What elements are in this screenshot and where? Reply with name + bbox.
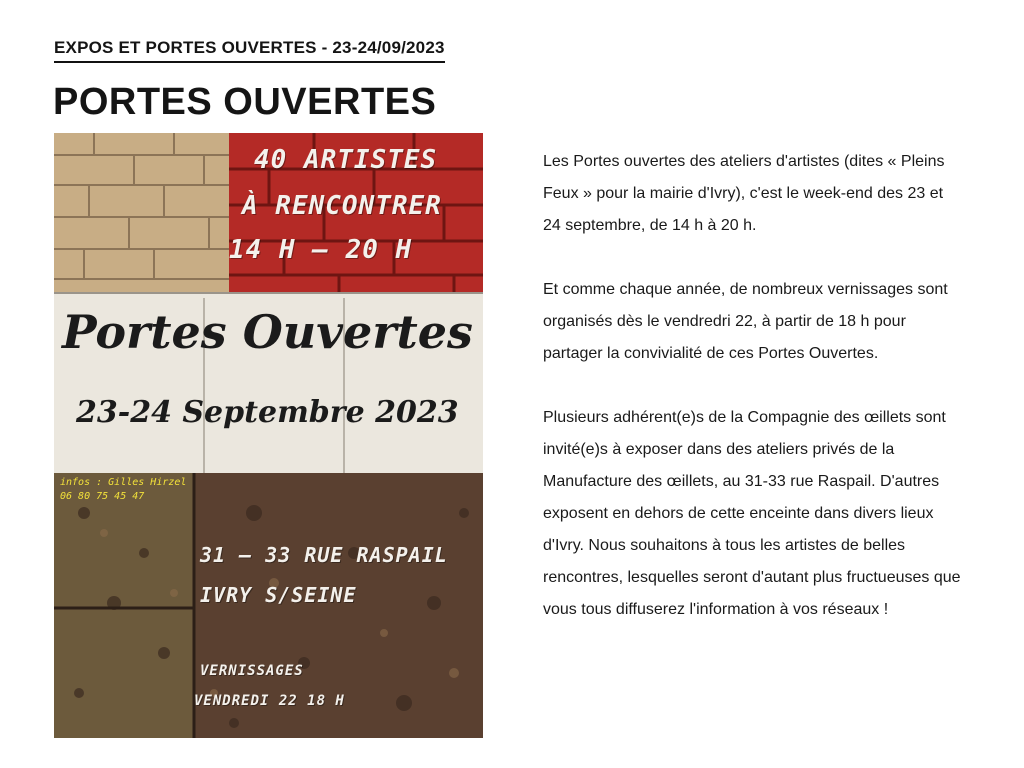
page-title: PORTES OUVERTES (53, 81, 437, 123)
article-paragraph-vernissages: Et comme chaque année, de nombreux vernissages sont organisés dès le vendredri 22, à partir de 18 h pour partager la convivialité de ces Portes Ouvertes. (543, 281, 948, 362)
poster-artists-line: 40 ARTISTES (254, 145, 438, 175)
event-poster (54, 133, 483, 738)
poster-address-street: 31 – 33 RUE RASPAIL (200, 543, 448, 567)
poster-hours-line: 14 H – 20 H (229, 235, 413, 265)
poster-info-contact: infos : Gilles Hirzel (60, 477, 187, 488)
poster-info-phone: 06 80 75 45 47 (60, 491, 145, 502)
poster-script-date: 23-24 Septembre 2023 (76, 395, 459, 430)
poster-script-title: Portes Ouvertes (62, 305, 473, 359)
article-paragraph-members: Plusieurs adhérent(e)s de la Compagnie des œillets sont invité(e)s à exposer dans des ateliers privés de la Manufacture des œillets, au 31-33 rue Raspail. D'autres exposent en dehors de cette enceinte dans divers lieux d'Ivry. Nous souhaitons à tous les artistes de belles rencontres, lesquelles seront d'autant plus fructueuses que vous tous diffuserez l'information à vos réseaux ! (543, 409, 961, 618)
poster-address-city: IVRY S/SEINE (200, 583, 357, 607)
article-body (543, 146, 963, 658)
poster-vernissage-label: VERNISSAGES (200, 663, 304, 679)
header-kicker: EXPOS ET PORTES OUVERTES - 23-24/09/2023 (54, 38, 445, 63)
article-paragraph-dates: Les Portes ouvertes des ateliers d'artistes (dites « Pleins Feux » pour la mairie d'Ivry), c'est le week-end des 23 et 24 septembre, de 14 h à 20 h. (543, 153, 945, 234)
poster-vernissage-date: VENDREDI 22 18 H (194, 693, 345, 709)
poster-meet-line: À RENCONTRER (242, 191, 442, 221)
poster-background (54, 133, 483, 738)
